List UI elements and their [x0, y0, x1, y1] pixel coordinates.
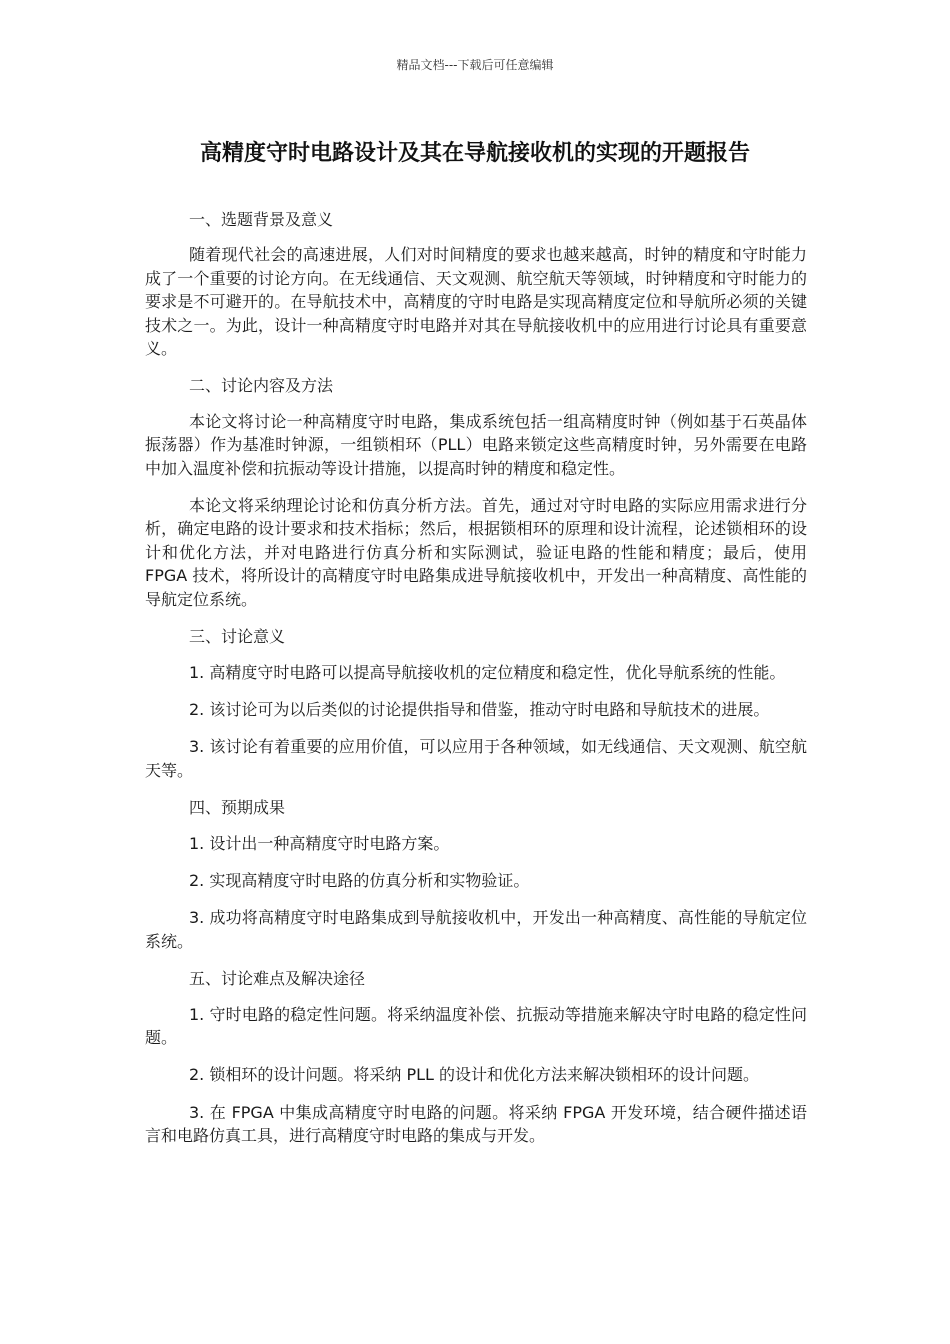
section-heading-expected-results: 四、预期成果 — [189, 798, 286, 818]
paragraph-background: 随着现代社会的高速进展，人们对时间精度的要求也越来越高，时钟的精度和守时能力成了一个重要的讨论方向。在无线通信、天文观测、航空航天等领域，时钟精度和守时能力的要求是不可避开的。在导航技术中，高精度的守时电路是实现高精度定位和导航所必须的关键技术之一。为此，设计一种高精度守时电路并对其在导航接收机中的应用进行讨论具有重要意义。 — [145, 245, 807, 359]
section-heading-background: 一、选题背景及意义 — [189, 210, 334, 229]
list-item-significance: 2. 该讨论可为以后类似的讨论提供指导和借鉴，推动守时电路和导航技术的进展。 — [189, 699, 770, 719]
list-item-result: 3. 成功将高精度守时电路集成到导航接收机中，开发出一种高精度、高性能的导航定位系统。 — [145, 908, 807, 951]
paragraph-method: 本论文将采纳理论讨论和仿真分析方法。首先，通过对守时电路的实际应用需求进行分析，确定电路的设计要求和技术指标；然后，根据锁相环的原理和设计流程，论述锁相环的设计和优化方法，并对电路进行仿真分析和实际测试，验证电路的性能和精度；最后，使用 FPGA 技术，将所设计的高精度守时电路集成进导航接收机中，开发出一种高精度、高性能的导航定位系统。 — [145, 496, 807, 609]
section-heading-content-method: 二、讨论内容及方法 — [189, 376, 334, 396]
list-item-difficulty: 3. 在 FPGA 中集成高精度守时电路的问题。将采纳 FPGA 开发环境，结合硬件描述语言和电路仿真工具，进行高精度守时电路的集成与开发。 — [145, 1102, 807, 1146]
document-title: 高精度守时电路设计及其在导航接收机的实现的开题报告 — [199, 141, 750, 166]
document-body — [145, 208, 807, 1162]
paragraph-content: 本论文将讨论一种高精度守时电路，集成系统包括一组高精度时钟（例如基于石英晶体振荡器）作为基准时钟源，一组锁相环（PLL）电路来锁定这些高精度时钟，另外需要在电路中加入温度补偿和抗振动等设计措施，以提高时钟的精度和稳定性。 — [145, 411, 807, 478]
list-item-difficulty: 1. 守时电路的稳定性问题。将采纳温度补偿、抗振动等措施来解决守时电路的稳定性问题。 — [145, 1004, 807, 1047]
list-item-significance: 1. 高精度守时电路可以提高导航接收机的定位精度和稳定性，优化导航系统的性能。 — [189, 662, 786, 682]
list-item-result: 2. 实现高精度守时电路的仿真分析和实物验证。 — [189, 870, 530, 890]
section-heading-difficulties: 五、讨论难点及解决途径 — [189, 969, 366, 989]
section-heading-significance: 三、讨论意义 — [189, 627, 286, 647]
list-item-result: 1. 设计出一种高精度守时电路方案。 — [189, 833, 450, 853]
list-item-significance: 3. 该讨论有着重要的应用价值，可以应用于各种领域，如无线通信、天文观测、航空航天等。 — [145, 737, 807, 780]
list-item-difficulty: 2. 锁相环的设计问题。将采纳 PLL 的设计和优化方法来解决锁相环的设计问题。 — [189, 1065, 760, 1085]
page-header-note: 精品文档---下载后可任意编辑 — [396, 58, 554, 72]
